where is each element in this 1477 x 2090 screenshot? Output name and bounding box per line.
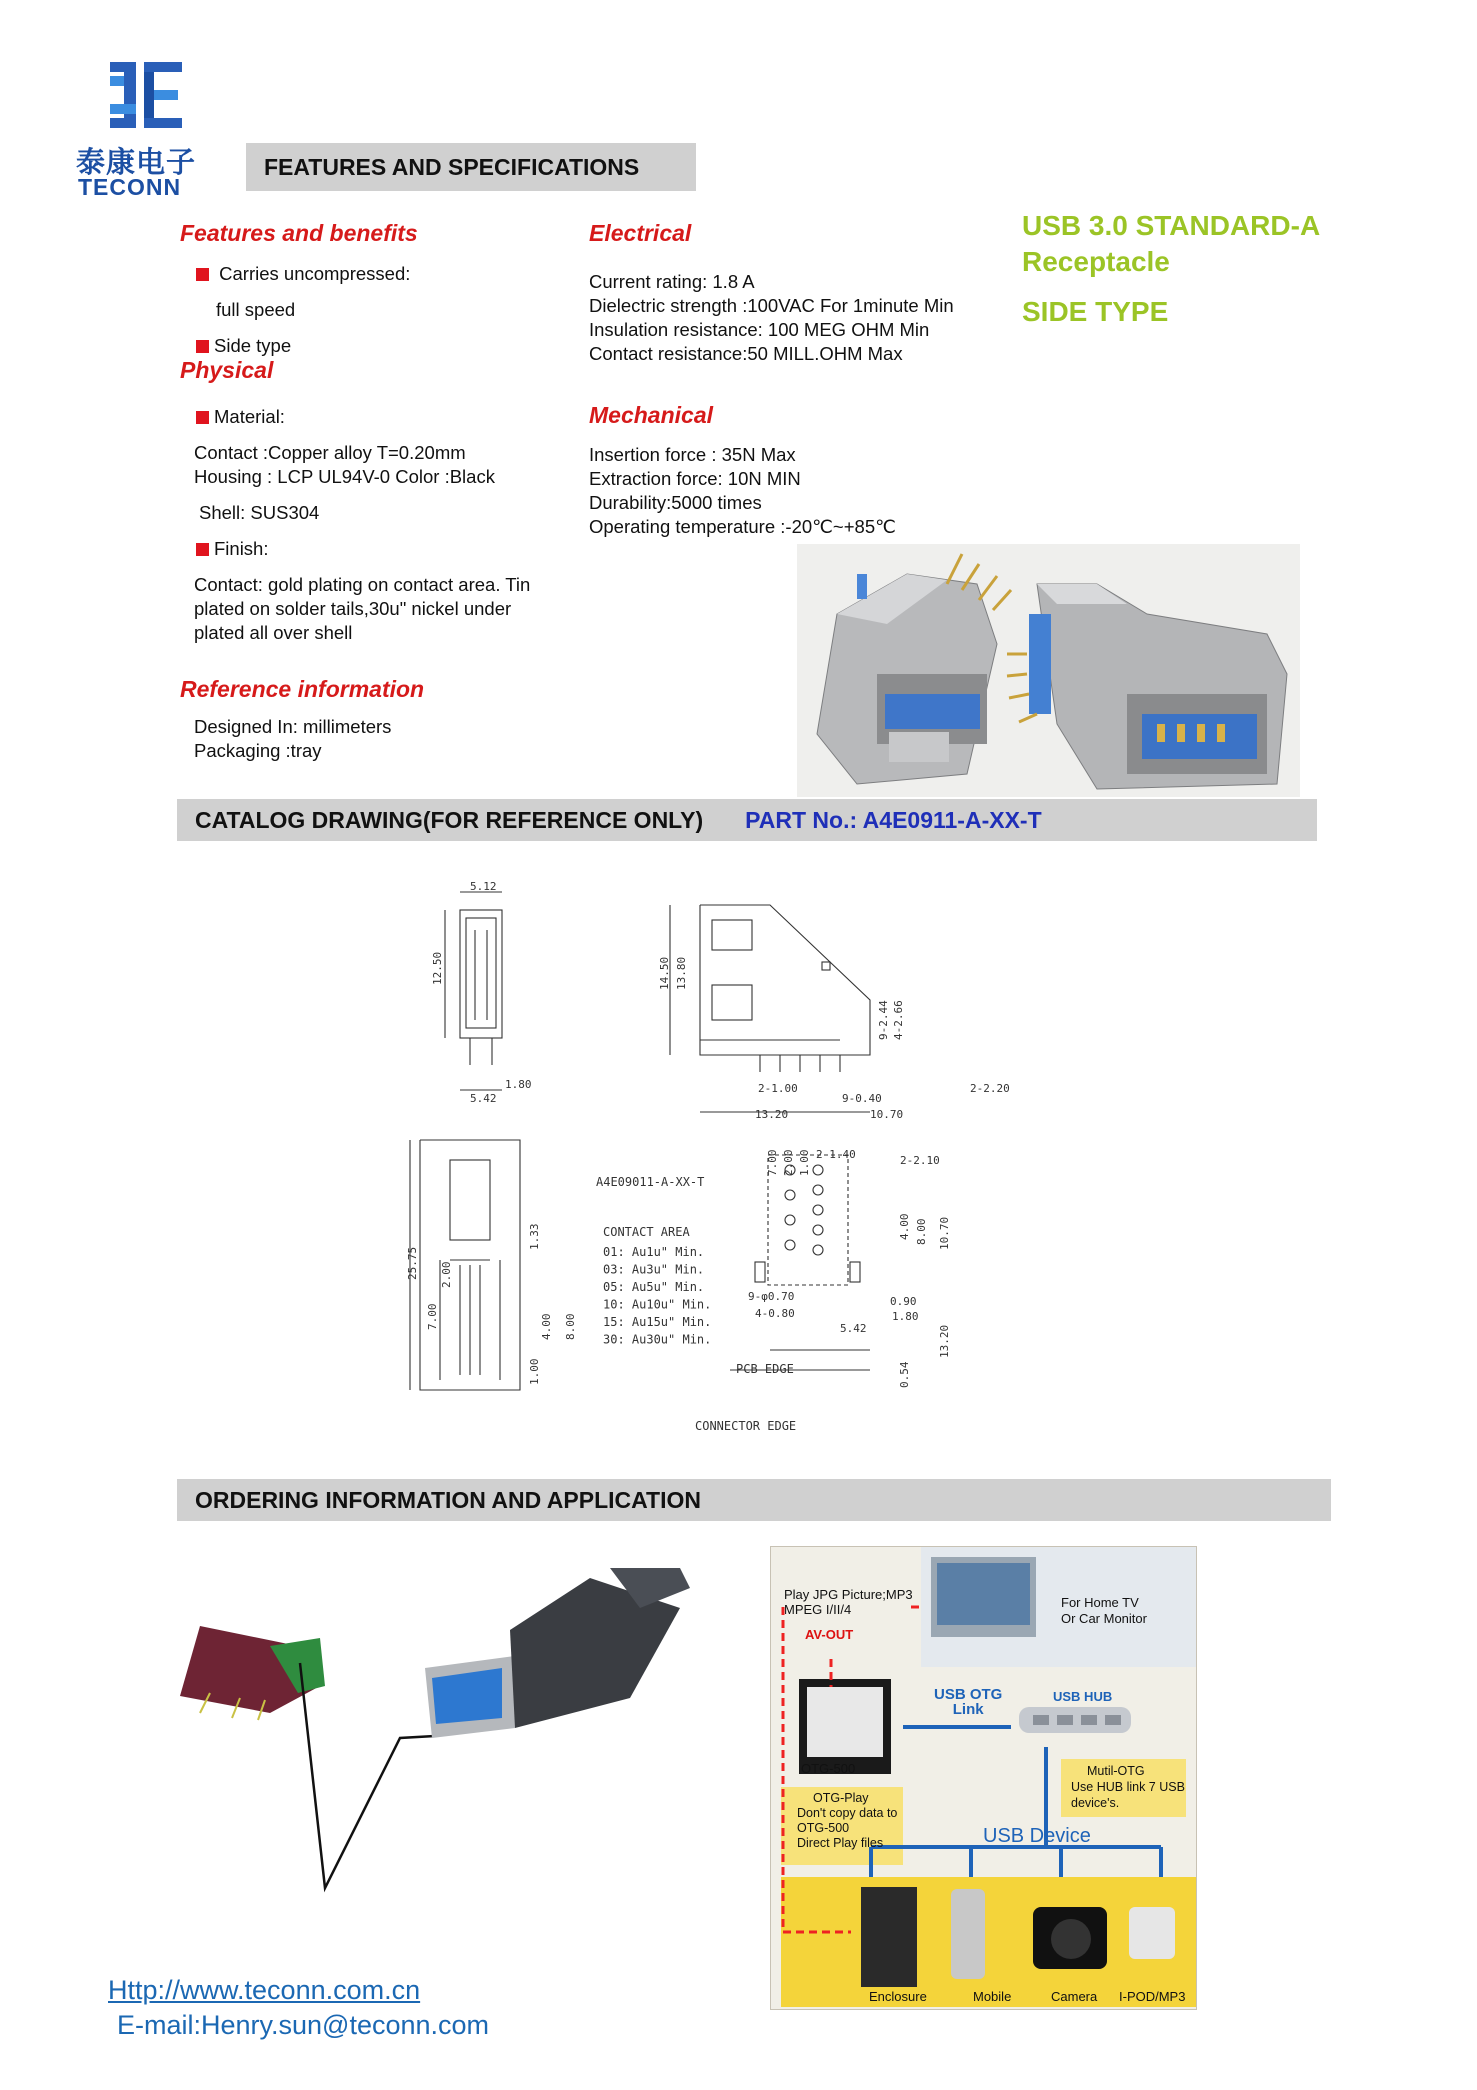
contact-area-code: 15: Au15u" Min. xyxy=(603,1315,712,1329)
contact-spec: Contact :Copper alloy T=0.20mm xyxy=(194,442,466,463)
ordering-information-bar: ORDERING INFORMATION AND APPLICATION xyxy=(177,1479,1331,1521)
dim-4-0-80: 4-0.80 xyxy=(755,1307,795,1320)
dielectric-strength: Dielectric strength :100VAC For 1minute Min xyxy=(589,295,954,316)
dim-2-1-40: 2-1.40 xyxy=(816,1148,856,1161)
material-label xyxy=(196,405,285,429)
dim-12-50: 12.50 xyxy=(431,951,444,985)
logo-english-text: TECONN xyxy=(78,174,182,200)
feature-item-2-text: Side type xyxy=(214,335,292,356)
dim-9-2-44: 9-2.44 xyxy=(877,1000,890,1040)
device-mobile-label: Mobile xyxy=(973,1989,1012,2004)
usb-hub-label: USB HUB xyxy=(1053,1689,1113,1704)
finish-line-3: plated all over shell xyxy=(194,622,353,643)
durability: Durability:5000 times xyxy=(589,492,762,513)
bullet-icon xyxy=(196,538,214,559)
physical-title: Physical xyxy=(180,357,274,383)
usb-otg-application-illustration xyxy=(770,1546,1197,2010)
dim-top-1-00: 1.00 xyxy=(798,1149,811,1176)
contact-area-codes xyxy=(603,1245,711,1347)
app-play-label xyxy=(784,1587,913,1617)
finish-line-1: Contact: gold plating on contact area. Tin xyxy=(194,574,531,595)
dim-right-1-80: 1.80 xyxy=(892,1310,919,1323)
contact-area-code: 01: Au1u" Min. xyxy=(603,1245,705,1259)
dim-5-12: 5.12 xyxy=(470,880,497,893)
features-specifications-bar: FEATURES AND SPECIFICATIONS xyxy=(246,143,696,191)
contact-area-code: 10: Au10u" Min. xyxy=(603,1297,712,1312)
finish-text: Finish: xyxy=(214,538,269,559)
otg-play-line-2: Don't copy data to xyxy=(797,1806,898,1820)
bullet-icon xyxy=(196,335,214,356)
app-mpeg-text: MPEG I/II/4 xyxy=(784,1602,852,1617)
contact-area-code: 03: Au3u" Min. xyxy=(603,1262,705,1277)
home-tv-label xyxy=(1061,1595,1147,1627)
multi-otg-line-3: device's. xyxy=(1071,1796,1120,1810)
multi-otg-note xyxy=(1071,1763,1185,1811)
feature-item-1-text: Carries uncompressed: xyxy=(219,263,411,284)
dim-4-00: 4.00 xyxy=(540,1313,553,1340)
otg-500-label: OTG-500 xyxy=(801,1761,856,1776)
top-view xyxy=(410,1140,520,1390)
housing-spec: Housing : LCP UL94V-0 Color :Black xyxy=(194,466,495,487)
dim-7-00: 7.00 xyxy=(426,1303,439,1330)
insulation-resistance: Insulation resistance: 100 MEG OHM Min xyxy=(589,319,930,340)
dim-4-2-66: 4-2.66 xyxy=(892,1000,905,1040)
current-rating: Current rating: 1.8 A xyxy=(589,271,755,292)
bullet-icon xyxy=(196,263,214,284)
dim-9-0-40: 9-0.40 xyxy=(842,1092,882,1105)
pcb-footprint xyxy=(730,1155,870,1370)
front-view xyxy=(445,892,502,1090)
dim-13-80: 13.80 xyxy=(675,956,688,990)
contact-area-code: 05: Au5u" Min. xyxy=(603,1280,705,1294)
device-enclosure-label: Enclosure xyxy=(869,1989,927,2004)
mechanical-title: Mechanical xyxy=(589,402,713,428)
dim-2-00: 2.00 xyxy=(440,1261,453,1288)
website-link[interactable]: Http://www.teconn.com.cn xyxy=(108,1975,421,2005)
dim-2-2-10: 2-2.10 xyxy=(900,1154,940,1167)
feature-item-2 xyxy=(196,334,291,358)
app-play-text: Play JPG Picture;MP3 xyxy=(784,1587,913,1602)
usb-otg-text: USB OTG xyxy=(934,1686,1003,1703)
av-out-label: AV-OUT xyxy=(805,1627,854,1642)
dim-25-75: 25.75 xyxy=(406,1246,419,1280)
part-number: PART No.: A4E0911-A-XX-T xyxy=(745,806,1042,833)
finish-label xyxy=(196,537,269,561)
dim-top-2-00: 2.00 xyxy=(782,1149,795,1176)
side-view xyxy=(670,905,870,1112)
contact-area-label: CONTACT AREA xyxy=(603,1225,690,1239)
insertion-force: Insertion force : 35N Max xyxy=(589,444,796,465)
designed-in: Designed In: millimeters xyxy=(194,716,392,737)
product-line-2: Receptacle xyxy=(1022,246,1170,277)
otg-play-note xyxy=(797,1791,897,1851)
usb-device-label: USB Device xyxy=(983,1825,1091,1847)
connector-edge-label: CONNECTOR EDGE xyxy=(695,1419,797,1433)
dim-14-50: 14.50 xyxy=(658,956,671,990)
dim-13-20: 13.20 xyxy=(755,1108,789,1121)
catalog-drawing xyxy=(400,880,1040,1440)
dim-right-10-70: 10.70 xyxy=(938,1216,951,1250)
contact-resistance: Contact resistance:50 MILL.OHM Max xyxy=(589,343,903,364)
catalog-drawing-bar xyxy=(177,799,1317,841)
logo-chinese-text: 泰康电子 xyxy=(76,145,197,179)
email-link[interactable]: E-mail:Henry.sun@teconn.com xyxy=(117,2010,490,2040)
product-line-3: SIDE TYPE xyxy=(1022,296,1169,327)
otg-play-line-3: OTG-500 xyxy=(797,1821,850,1835)
dim-1-33: 1.33 xyxy=(528,1223,541,1250)
dim-right-4-00: 4.00 xyxy=(898,1213,911,1240)
bullet-icon xyxy=(196,406,214,427)
dim-0-54: 0.54 xyxy=(898,1361,911,1388)
otg-play-line-4: Direct Play files xyxy=(797,1836,884,1850)
features-title: Features and benefits xyxy=(180,220,418,246)
dim-2-1-00: 2-1.00 xyxy=(758,1082,798,1095)
dim-right-13-20: 13.20 xyxy=(938,1324,951,1358)
link-text: Link xyxy=(952,1701,984,1718)
dim-top-7-00: 7.00 xyxy=(766,1149,779,1176)
feature-item-1b: full speed xyxy=(216,299,296,320)
dim-9-phi-0-70: 9-φ0.70 xyxy=(748,1290,795,1303)
finish-line-2: plated on solder tails,30u" nickel under xyxy=(194,598,512,619)
contact-area-code: 30: Au30u" Min. xyxy=(603,1332,712,1347)
dim-8-00: 8.00 xyxy=(564,1313,577,1340)
feature-item-1 xyxy=(196,262,410,286)
connector-photo xyxy=(797,544,1300,797)
dim-right-8-00: 8.00 xyxy=(915,1218,928,1245)
usb-otg-link-label xyxy=(934,1687,1002,1717)
cable-and-connector-illustration xyxy=(170,1568,690,1903)
material-text: Material: xyxy=(214,406,285,427)
dim-0-90: 0.90 xyxy=(890,1295,917,1308)
dim-5-42: 5.42 xyxy=(470,1092,497,1105)
car-monitor-text: Or Car Monitor xyxy=(1061,1611,1147,1626)
dim-1-00: 1.00 xyxy=(528,1358,541,1385)
packaging: Packaging :tray xyxy=(194,740,322,761)
catalog-drawing-title: CATALOG DRAWING(FOR REFERENCE ONLY) xyxy=(195,806,704,833)
multi-otg-line-1: Mutil-OTG xyxy=(1087,1764,1145,1778)
pcb-edge-label: PCB EDGE xyxy=(736,1362,794,1376)
dim-right-5-42: 5.42 xyxy=(840,1322,867,1335)
extraction-force: Extraction force: 10N MIN xyxy=(589,468,801,489)
device-ipod-label: I-POD/MP3 xyxy=(1119,1989,1186,2004)
electrical-title: Electrical xyxy=(589,220,692,246)
drawing-part-label: A4E09011-A-XX-T xyxy=(596,1175,705,1189)
home-tv-text: For Home TV xyxy=(1061,1595,1139,1610)
product-line-1: USB 3.0 STANDARD-A xyxy=(1022,210,1321,241)
operating-temperature: Operating temperature :-20℃~+85℃ xyxy=(589,516,896,537)
shell-spec: Shell: SUS304 xyxy=(199,502,320,523)
otg-play-line-1: OTG-Play xyxy=(813,1791,869,1805)
multi-otg-line-2: Use HUB link 7 USB xyxy=(1071,1780,1185,1794)
reference-title: Reference information xyxy=(180,676,425,702)
dim-1-80: 1.80 xyxy=(505,1078,532,1091)
dim-10-70: 10.70 xyxy=(870,1108,904,1121)
device-camera-label: Camera xyxy=(1051,1989,1098,2004)
dim-2-2-20: 2-2.20 xyxy=(970,1082,1010,1095)
teconn-logo-mark xyxy=(110,62,182,128)
